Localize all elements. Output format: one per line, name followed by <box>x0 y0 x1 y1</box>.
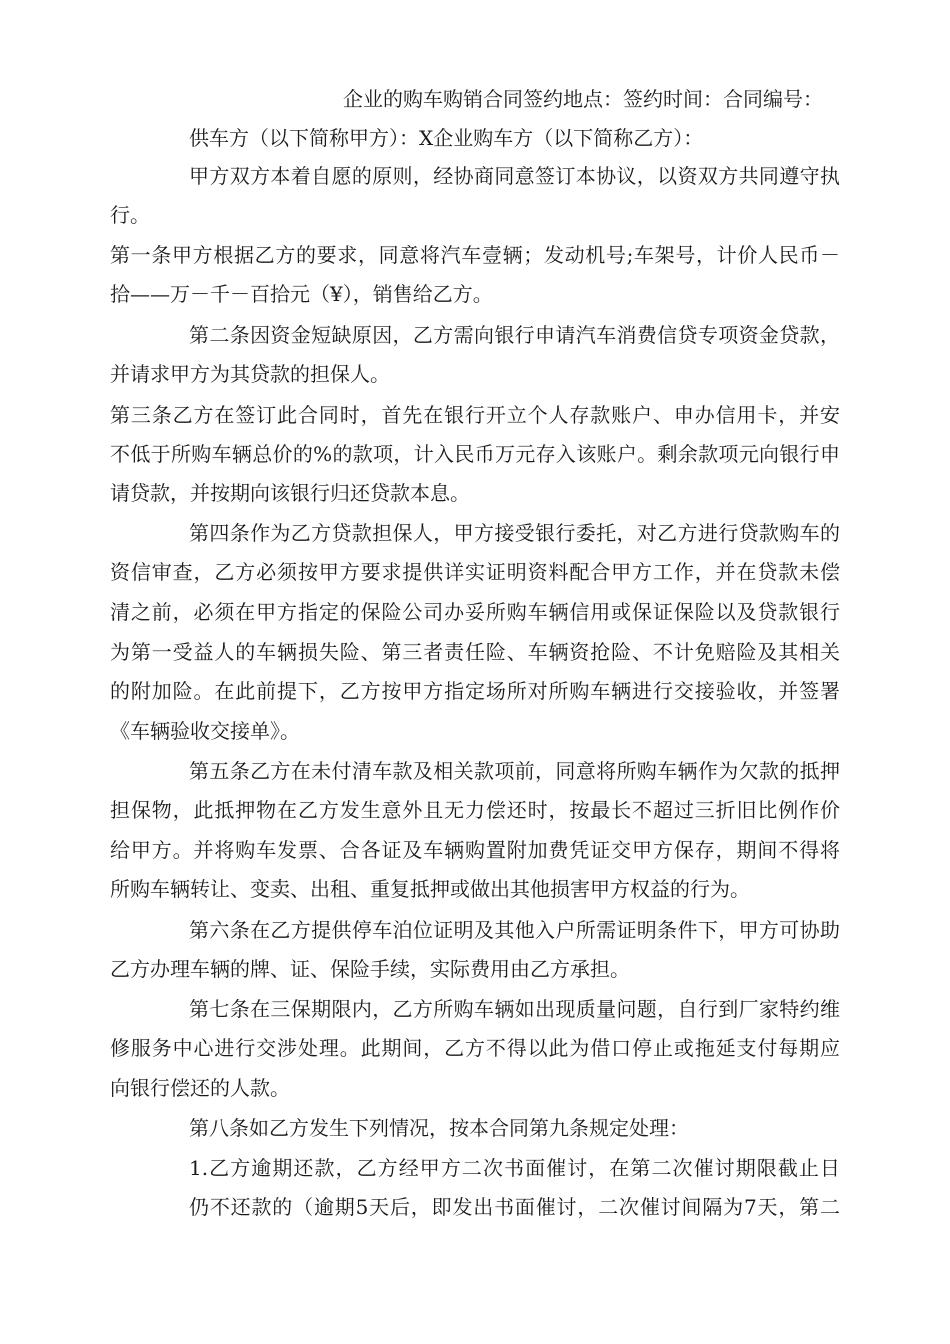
article-4-line: 第四条作为乙方贷款担保人，甲方接受银行委托，对乙方进行贷款购车的 <box>189 521 840 545</box>
article-7-line: 第七条在三保期限内，乙方所购车辆如出现质量问题，自行到厂家特约维 <box>189 997 840 1021</box>
article-5-line: 所购车辆转让、变卖、出租、重复抵押或做出其他损害甲方权益的行为。 <box>110 877 750 901</box>
article-2-line: 并请求甲方为其贷款的担保人。 <box>110 362 390 386</box>
article-6-line: 第六条在乙方提供停车泊位证明及其他入户所需证明条件下，甲方可协助 <box>189 918 840 942</box>
article-6-line: 乙方办理车辆的牌、证、保险手续，实际费用由乙方承担。 <box>110 957 630 981</box>
article-3-line: 请贷款，并按期向该银行归还贷款本息。 <box>110 481 470 505</box>
article-3-line: 不低于所购车辆总价的%的款项，计入民币万元存入该账户。剩余款项元向银行申 <box>110 442 840 466</box>
contract-header-line: 企业的购车购销合同签约地点：签约时间：合同编号： <box>343 87 823 111</box>
article-5-line: 给甲方。并将购车发票、合各证及车辆购置附加费凭证交甲方保存，期间不得将 <box>110 838 840 862</box>
article-4-line: 的附加险。在此前提下，乙方按甲方指定场所对所购车辆进行交接验收，并签署 <box>110 679 840 703</box>
article-4-line: 清之前，必须在甲方指定的保险公司办妥所购车辆信用或保证保险以及贷款银行 <box>110 600 840 624</box>
article-7-line: 修服务中心进行交涉处理。此期间，乙方不得以此为借口停止或拖延支付每期应 <box>110 1036 840 1060</box>
article-8-item-line: 仍不还款的（逾期5天后，即发出书面催讨，二次催讨间隔为7天，第二 <box>189 1195 840 1219</box>
parties-line: 供车方（以下简称甲方）：X企业购车方（以下简称乙方）： <box>189 126 704 150</box>
article-7-line: 向银行偿还的人款。 <box>110 1076 290 1100</box>
article-4-line: 为第一受益人的车辆损失险、第三者责任险、车辆资抢险、不计免赔险及其相关 <box>110 640 840 664</box>
article-3-line: 第三条乙方在签订此合同时，首先在银行开立个人存款账户、申办信用卡，并安 <box>110 403 840 427</box>
article-5-line: 第五条乙方在未付清车款及相关款项前，同意将所购车辆作为欠款的抵押 <box>189 759 840 783</box>
article-1-line: 拾——万－千－百拾元（¥），销售给乙方。 <box>110 282 493 306</box>
article-4-line: 资信审查，乙方必须按甲方要求提供详实证明资料配合甲方工作，并在贷款未偿 <box>110 560 840 584</box>
article-1-line: 第一条甲方根据乙方的要求，同意将汽车壹辆；发动机号;车架号，计价人民币－ <box>110 243 840 267</box>
article-4-line: 《车辆验收交接单》。 <box>110 719 300 743</box>
article-8-line: 第八条如乙方发生下列情况，按本合同第九条规定处理： <box>189 1116 689 1140</box>
article-2-line: 第二条因资金短缺原因，乙方需向银行申请汽车消费信贷专项资金贷款， <box>189 323 840 347</box>
article-5-line: 担保物，此抵押物在乙方发生意外且无力偿还时，按最长不超过三折旧比例作价 <box>110 798 840 822</box>
article-8-item-line: 1.乙方逾期还款，乙方经甲方二次书面催讨，在第二次催讨期限截止日 <box>189 1156 840 1180</box>
text-line: 甲方双方本着自愿的原则，经协商同意签订本协议，以资双方共同遵守执 <box>189 164 840 188</box>
text-line: 行。 <box>110 203 150 227</box>
